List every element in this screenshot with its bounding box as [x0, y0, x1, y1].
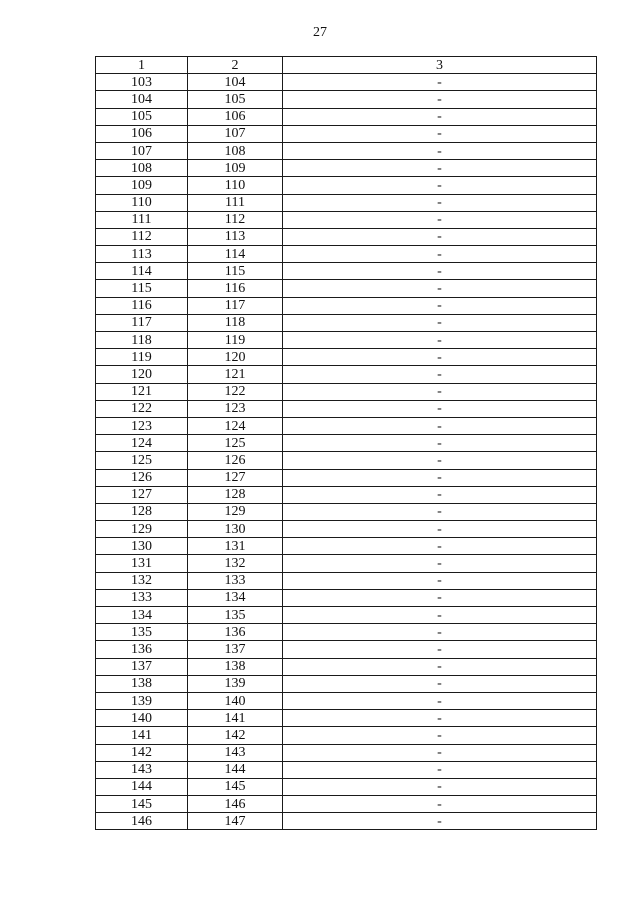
table-cell-col-2: 107	[188, 125, 283, 142]
table-cell-col-1: 124	[96, 435, 188, 452]
table-cell-col-1: 145	[96, 796, 188, 813]
table-cell-col-3: -	[283, 400, 597, 417]
table-cell-col-2: 118	[188, 314, 283, 331]
table-cell-col-1: 146	[96, 813, 188, 830]
table-row	[96, 349, 597, 366]
table-row	[96, 108, 597, 125]
table-row	[96, 383, 597, 400]
table-row	[96, 194, 597, 211]
table-row	[96, 91, 597, 108]
table-cell-col-1: 132	[96, 572, 188, 589]
table-cell-col-1: 114	[96, 263, 188, 280]
table-cell-col-1: 108	[96, 160, 188, 177]
table-row	[96, 589, 597, 606]
table-cell-col-1: 122	[96, 400, 188, 417]
table-cell-col-3: -	[283, 228, 597, 245]
table-cell-col-1: 105	[96, 108, 188, 125]
table-cell-col-2: 123	[188, 400, 283, 417]
table-cell-col-3: -	[283, 366, 597, 383]
page-number: 27	[313, 25, 327, 40]
table-cell-col-2: 133	[188, 572, 283, 589]
table-row	[96, 246, 597, 263]
table-cell-col-2: 127	[188, 469, 283, 486]
table-cell-col-3: -	[283, 108, 597, 125]
table-cell-col-2: 108	[188, 142, 283, 159]
table-row	[96, 160, 597, 177]
table-cell-col-3: -	[283, 641, 597, 658]
table-row	[96, 400, 597, 417]
table-cell-col-2: 111	[188, 194, 283, 211]
table-row	[96, 778, 597, 795]
table-row	[96, 744, 597, 761]
table-cell-col-1: 107	[96, 142, 188, 159]
table-row	[96, 521, 597, 538]
table-cell-col-1: 125	[96, 452, 188, 469]
table-row	[96, 366, 597, 383]
table-cell-col-1: 123	[96, 417, 188, 434]
table-cell-col-2: 110	[188, 177, 283, 194]
table-cell-col-2: 131	[188, 538, 283, 555]
table-cell-col-1: 144	[96, 778, 188, 795]
table-cell-col-3: -	[283, 692, 597, 709]
table-cell-col-2: 119	[188, 332, 283, 349]
table-cell-col-3: -	[283, 435, 597, 452]
table-row	[96, 332, 597, 349]
table-cell-col-2: 113	[188, 228, 283, 245]
table-row	[96, 624, 597, 641]
table-cell-col-1: 116	[96, 297, 188, 314]
table-cell-col-2: 134	[188, 589, 283, 606]
table-cell-col-2: 137	[188, 641, 283, 658]
table-cell-col-2: 125	[188, 435, 283, 452]
table-cell-col-1: 118	[96, 332, 188, 349]
table-cell-col-3: -	[283, 349, 597, 366]
table-cell-col-3: -	[283, 538, 597, 555]
table-cell-col-2: 114	[188, 246, 283, 263]
table-cell-col-1: 135	[96, 624, 188, 641]
table-cell-col-1: 111	[96, 211, 188, 228]
table-cell-col-2: 104	[188, 74, 283, 91]
table-cell-col-2: 115	[188, 263, 283, 280]
table-cell-col-3: -	[283, 91, 597, 108]
table-row	[96, 74, 597, 91]
table-cell-col-1: 113	[96, 246, 188, 263]
table-cell-col-2: 121	[188, 366, 283, 383]
table-row	[96, 503, 597, 520]
table-row	[96, 314, 597, 331]
table-cell-col-3: -	[283, 142, 597, 159]
table-cell-col-1: 134	[96, 607, 188, 624]
table-cell-col-1: 104	[96, 91, 188, 108]
table-cell-col-1: 127	[96, 486, 188, 503]
table-cell-col-2: 132	[188, 555, 283, 572]
table-cell-col-3: -	[283, 263, 597, 280]
table-cell-col-1: 133	[96, 589, 188, 606]
table-cell-col-3: -	[283, 211, 597, 228]
table-row	[96, 658, 597, 675]
table-cell-col-3: -	[283, 555, 597, 572]
table-cell-col-3: -	[283, 417, 597, 434]
table-row	[96, 177, 597, 194]
table-cell-col-3: -	[283, 624, 597, 641]
table-cell-col-2: 140	[188, 692, 283, 709]
table-cell-col-3: -	[283, 125, 597, 142]
table-cell-col-2: 138	[188, 658, 283, 675]
data-table	[95, 56, 597, 830]
table-cell-col-1: 119	[96, 349, 188, 366]
table-cell-col-1: 126	[96, 469, 188, 486]
table-cell-col-3: -	[283, 383, 597, 400]
table-cell-col-3: -	[283, 177, 597, 194]
table-row	[96, 125, 597, 142]
table-cell-col-2: 128	[188, 486, 283, 503]
table-cell-col-3: -	[283, 727, 597, 744]
table-cell-col-1: 110	[96, 194, 188, 211]
table-cell-col-1: 121	[96, 383, 188, 400]
table-cell-col-3: -	[283, 469, 597, 486]
table-row	[96, 469, 597, 486]
table-cell-col-1: 103	[96, 74, 188, 91]
table-cell-col-2: 117	[188, 297, 283, 314]
table-cell-col-2: 109	[188, 160, 283, 177]
table-cell-col-2: 124	[188, 417, 283, 434]
table-cell-col-3: -	[283, 675, 597, 692]
table-cell-col-3: -	[283, 744, 597, 761]
table-cell-col-2: 145	[188, 778, 283, 795]
table-cell-col-2: 139	[188, 675, 283, 692]
table-row	[96, 211, 597, 228]
table-cell-col-2: 112	[188, 211, 283, 228]
table-cell-col-3: -	[283, 521, 597, 538]
table-cell-col-3: -	[283, 297, 597, 314]
table-cell-col-1: 112	[96, 228, 188, 245]
table-cell-col-2: 129	[188, 503, 283, 520]
header-row	[96, 57, 597, 74]
table-row	[96, 297, 597, 314]
table-cell-col-3: -	[283, 761, 597, 778]
table-cell-col-2: 135	[188, 607, 283, 624]
table-body	[96, 74, 597, 830]
table-cell-col-2: 126	[188, 452, 283, 469]
table-cell-col-2: 130	[188, 521, 283, 538]
table-cell-col-2: 116	[188, 280, 283, 297]
table-cell-col-2: 122	[188, 383, 283, 400]
table-row	[96, 572, 597, 589]
table-row	[96, 452, 597, 469]
table-cell-col-3: -	[283, 486, 597, 503]
table-header	[96, 57, 597, 74]
column-header-3: 3	[283, 57, 597, 74]
table-row	[96, 538, 597, 555]
table-row	[96, 228, 597, 245]
table-cell-col-3: -	[283, 572, 597, 589]
table-cell-col-3: -	[283, 246, 597, 263]
table-cell-col-1: 143	[96, 761, 188, 778]
table-cell-col-3: -	[283, 74, 597, 91]
table-cell-col-3: -	[283, 710, 597, 727]
table-cell-col-1: 137	[96, 658, 188, 675]
table-cell-col-1: 115	[96, 280, 188, 297]
table-cell-col-2: 120	[188, 349, 283, 366]
table-cell-col-3: -	[283, 796, 597, 813]
table-cell-col-3: -	[283, 332, 597, 349]
table-row	[96, 761, 597, 778]
table-cell-col-3: -	[283, 160, 597, 177]
table-cell-col-1: 140	[96, 710, 188, 727]
table-cell-col-3: -	[283, 280, 597, 297]
table-cell-col-1: 130	[96, 538, 188, 555]
table-row	[96, 813, 597, 830]
table-cell-col-2: 141	[188, 710, 283, 727]
table-cell-col-1: 136	[96, 641, 188, 658]
table-cell-col-1: 109	[96, 177, 188, 194]
table-cell-col-2: 147	[188, 813, 283, 830]
table-cell-col-3: -	[283, 503, 597, 520]
table-cell-col-1: 131	[96, 555, 188, 572]
table-cell-col-1: 106	[96, 125, 188, 142]
table-cell-col-3: -	[283, 658, 597, 675]
table-cell-col-3: -	[283, 452, 597, 469]
table-row	[96, 142, 597, 159]
table-cell-col-1: 142	[96, 744, 188, 761]
table-cell-col-2: 142	[188, 727, 283, 744]
table-cell-col-3: -	[283, 194, 597, 211]
table-cell-col-2: 144	[188, 761, 283, 778]
table-cell-col-2: 106	[188, 108, 283, 125]
table-row	[96, 692, 597, 709]
table-row	[96, 486, 597, 503]
table-row	[96, 641, 597, 658]
table-cell-col-3: -	[283, 607, 597, 624]
table-cell-col-1: 139	[96, 692, 188, 709]
table-row	[96, 555, 597, 572]
table-cell-col-2: 146	[188, 796, 283, 813]
table-row	[96, 280, 597, 297]
table-row	[96, 675, 597, 692]
table-row	[96, 796, 597, 813]
table-row	[96, 435, 597, 452]
table-cell-col-3: -	[283, 813, 597, 830]
table-cell-col-2: 136	[188, 624, 283, 641]
table-cell-col-1: 141	[96, 727, 188, 744]
table-row	[96, 417, 597, 434]
table-row	[96, 607, 597, 624]
table-row	[96, 710, 597, 727]
column-header-1: 1	[96, 57, 188, 74]
table-cell-col-1: 138	[96, 675, 188, 692]
table-cell-col-1: 129	[96, 521, 188, 538]
table-cell-col-1: 128	[96, 503, 188, 520]
table-cell-col-2: 105	[188, 91, 283, 108]
table-cell-col-3: -	[283, 314, 597, 331]
table-cell-col-2: 143	[188, 744, 283, 761]
table-cell-col-3: -	[283, 589, 597, 606]
table-row	[96, 727, 597, 744]
table-cell-col-3: -	[283, 778, 597, 795]
column-header-2: 2	[188, 57, 283, 74]
table-cell-col-1: 117	[96, 314, 188, 331]
table-cell-col-1: 120	[96, 366, 188, 383]
table-row	[96, 263, 597, 280]
